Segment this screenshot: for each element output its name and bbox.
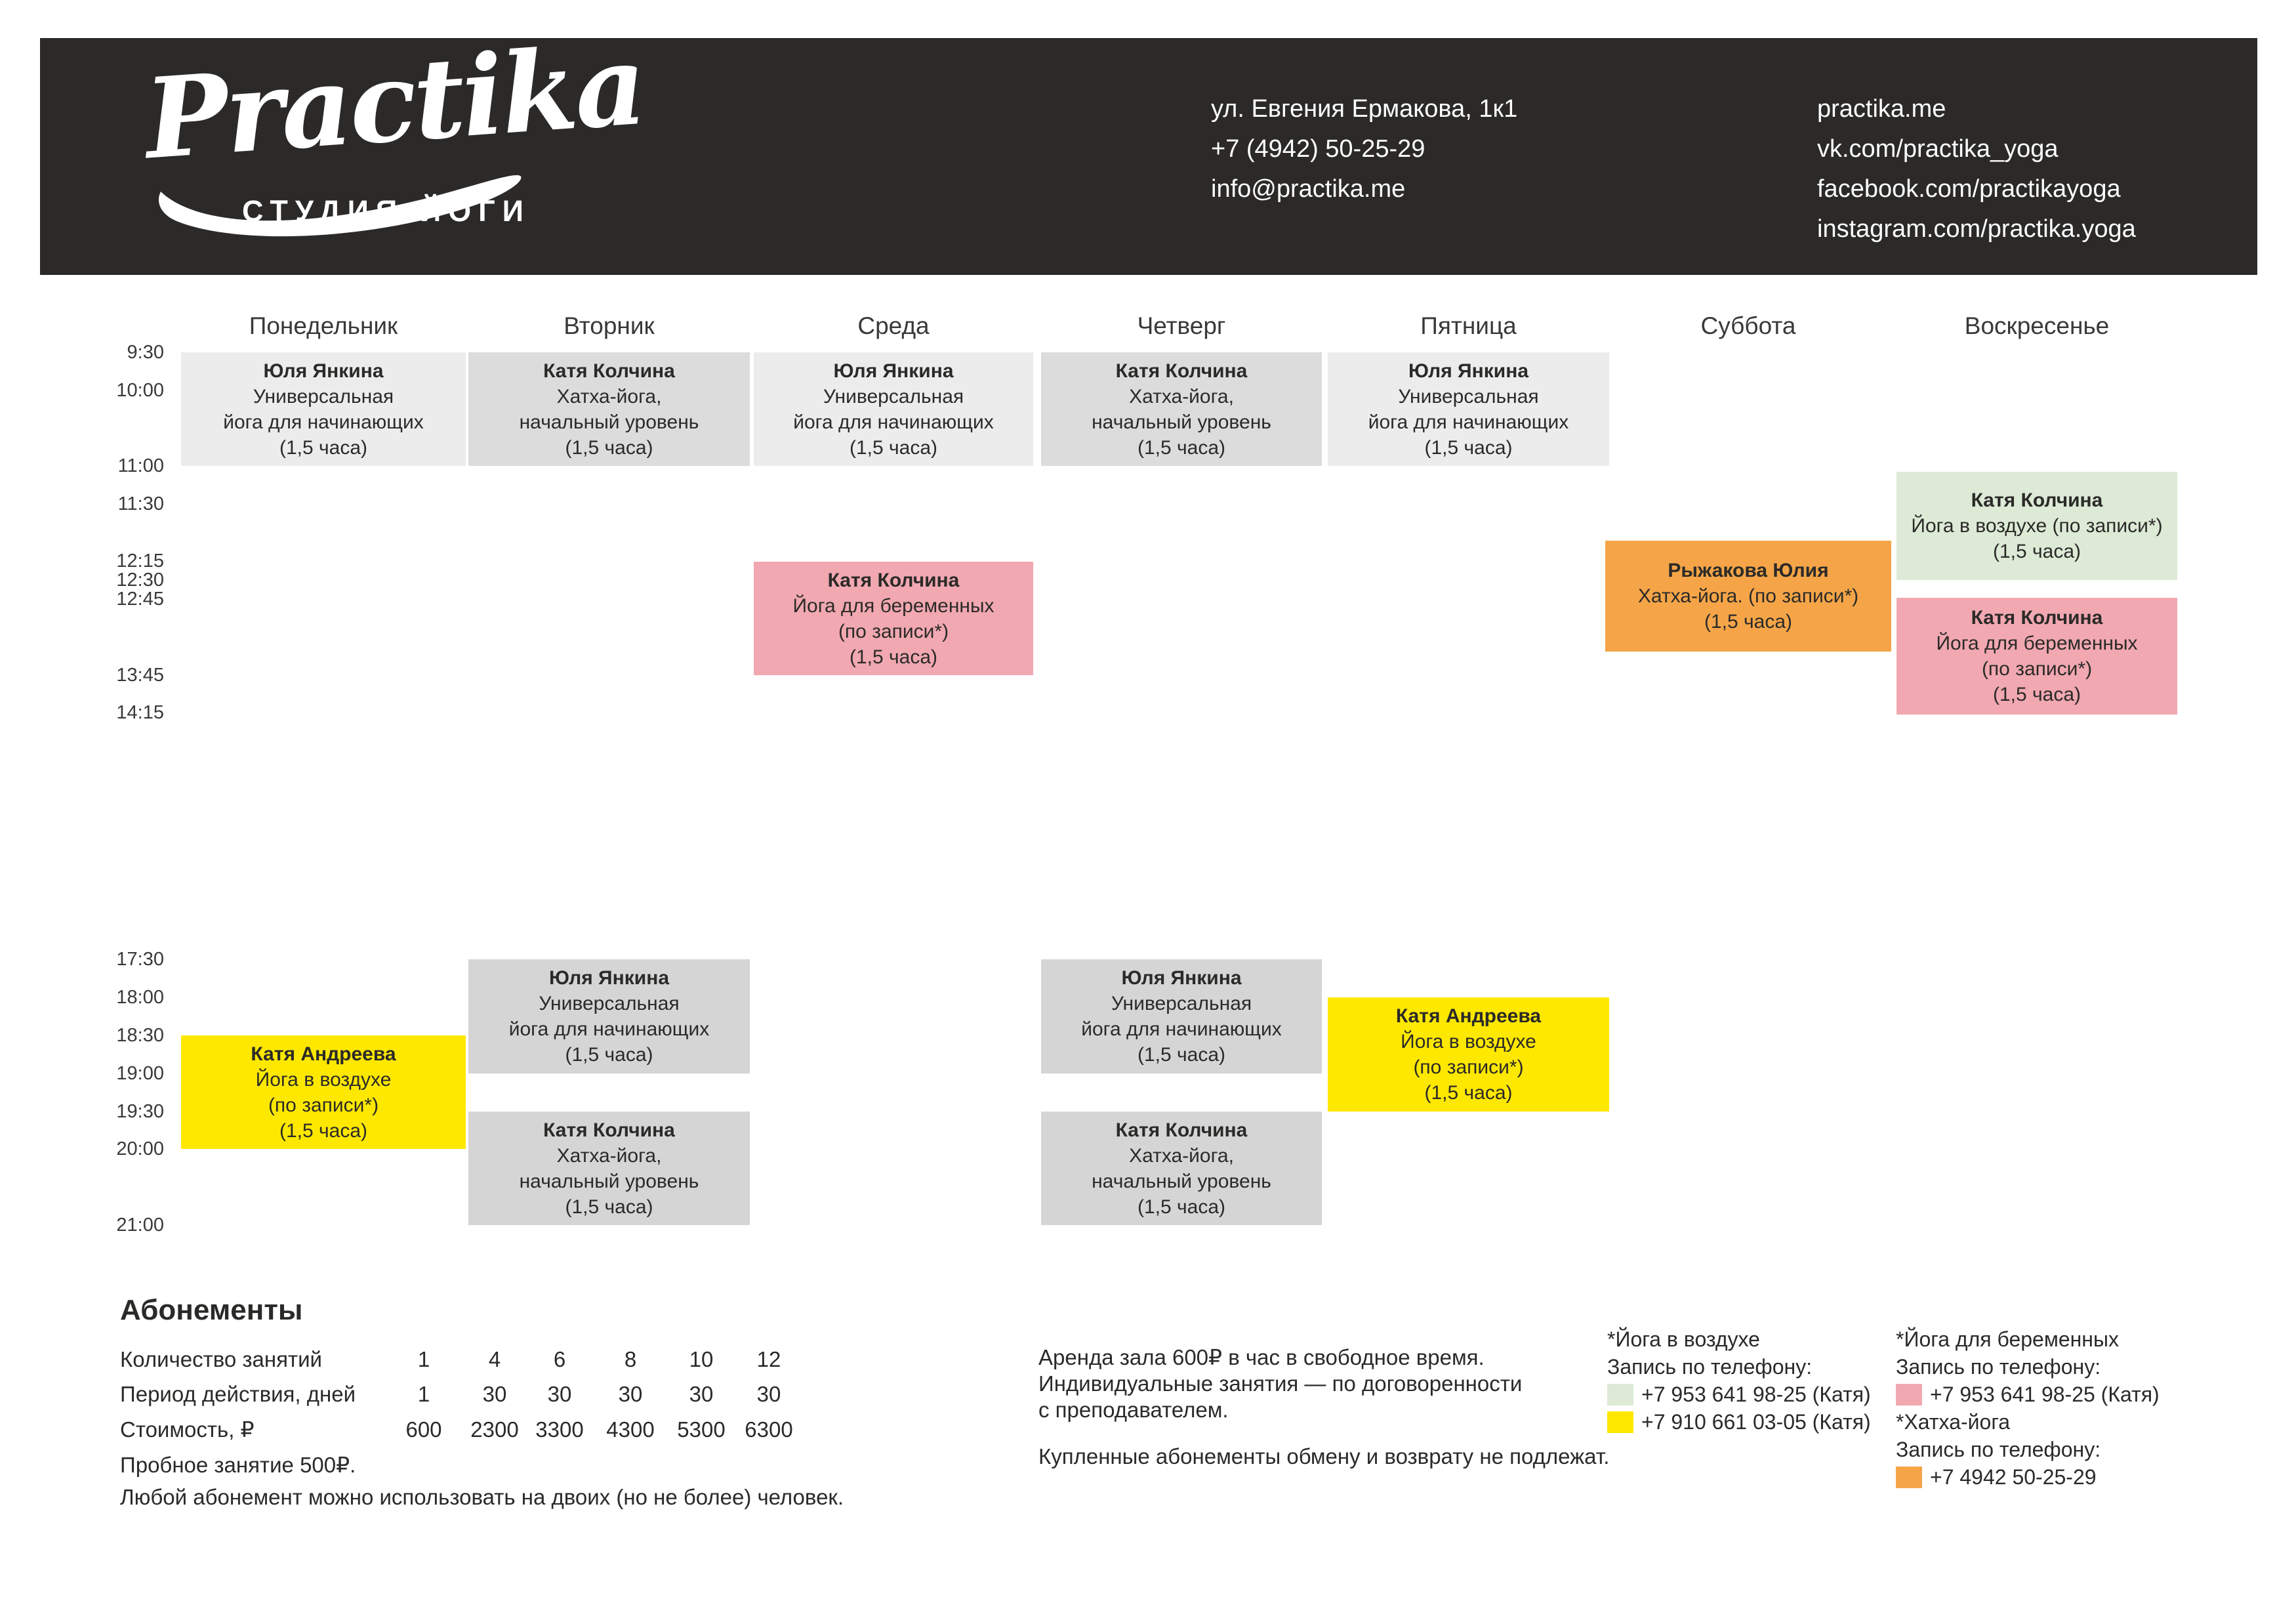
- price-value: 30: [756, 1382, 781, 1406]
- day-header: Среда: [857, 312, 930, 339]
- time-label: 13:45: [116, 665, 164, 686]
- day-header: Суббота: [1700, 312, 1796, 339]
- class-line: Йога в воздухе: [255, 1068, 392, 1091]
- class-block: [1896, 598, 2177, 715]
- class-line: (1,5 часа): [1137, 436, 1226, 459]
- class-line: (1,5 часа): [279, 1119, 368, 1142]
- class-block: [754, 562, 1033, 675]
- header-link[interactable]: facebook.com/practikayoga: [1817, 175, 2121, 203]
- class-teacher: Катя Колчина: [543, 1119, 675, 1141]
- price-value: 600: [405, 1417, 442, 1442]
- class-line: Йога в воздухе (по записи*): [1911, 515, 2163, 537]
- header-link[interactable]: instagram.com/practika.yoga: [1817, 215, 2136, 243]
- pricing-title: Абонементы: [120, 1294, 303, 1326]
- info-line: с преподавателем.: [1038, 1398, 1229, 1422]
- class-line: (1,5 часа): [1137, 1196, 1226, 1218]
- links-block: [1817, 89, 2136, 249]
- logo-title: Practika: [140, 19, 648, 184]
- time-label: 18:00: [116, 987, 164, 1008]
- class-teacher: Катя Колчина: [543, 360, 675, 382]
- class-block: [181, 352, 466, 466]
- class-block: [1041, 1112, 1322, 1225]
- price-value: 1: [417, 1382, 430, 1406]
- legend-entry: [1896, 1381, 2160, 1408]
- time-label: 14:15: [116, 702, 164, 723]
- class-teacher: Катя Колчина: [1971, 607, 2103, 629]
- price-value: 6: [553, 1347, 566, 1371]
- class-line: Универсальная: [253, 385, 394, 407]
- price-value: 30: [618, 1382, 643, 1406]
- legend-title: *Хатха-йога: [1896, 1410, 2011, 1434]
- day-header: Вторник: [564, 312, 655, 339]
- time-label: 11:30: [117, 493, 164, 514]
- class-teacher: Катя Андреева: [251, 1043, 396, 1065]
- class-line: Хатха-йога,: [1129, 1144, 1234, 1167]
- price-value: 6300: [745, 1417, 793, 1442]
- legend-swatch-green: [1607, 1384, 1633, 1405]
- class-block: [1896, 472, 2177, 580]
- class-line: Хатха-йога. (по записи*): [1637, 585, 1859, 607]
- price-row-label: Стоимость, ₽: [120, 1417, 255, 1442]
- class-block: [468, 959, 750, 1073]
- class-line: (1,5 часа): [849, 646, 938, 668]
- class-teacher: Катя Колчина: [1115, 1119, 1248, 1141]
- legend-entry: [1896, 1463, 2160, 1491]
- class-line: Йога для беременных: [792, 594, 994, 617]
- legend-subtitle: Запись по телефону:: [1896, 1438, 2101, 1461]
- price-value: 5300: [677, 1417, 726, 1442]
- legend-entry: [1607, 1381, 1871, 1408]
- class-line: Йога для беременных: [1936, 633, 2138, 654]
- refund-note: Купленные абонементы обмену и возврату не подлежат.: [1038, 1444, 1610, 1468]
- time-label: 12:45: [116, 589, 164, 610]
- legend-phone: +7 4942 50-25-29: [1930, 1465, 2097, 1489]
- trial-note: Пробное занятие 500₽.: [120, 1453, 356, 1477]
- class-line: начальный уровень: [519, 411, 699, 433]
- logo: [106, 19, 648, 275]
- day-header: Понедельник: [249, 312, 398, 339]
- class-teacher: Рыжакова Юлия: [1668, 560, 1829, 581]
- price-value: 3300: [535, 1417, 584, 1442]
- class-line: Хатха-йога,: [556, 385, 662, 407]
- header-link[interactable]: vk.com/practika_yoga: [1817, 135, 2059, 163]
- class-line: (1,5 часа): [849, 436, 938, 459]
- contact-block: [1211, 89, 1517, 209]
- legend-swatch-yellow: [1607, 1411, 1633, 1433]
- time-label: 21:00: [116, 1215, 164, 1236]
- time-label: 19:00: [116, 1063, 164, 1084]
- price-value: 1: [417, 1347, 430, 1371]
- class-line: начальный уровень: [519, 1170, 699, 1192]
- class-line: йога для начинающих: [793, 411, 994, 433]
- header-link[interactable]: practika.me: [1817, 95, 1946, 123]
- class-line: Универсальная: [1111, 993, 1252, 1014]
- class-line: (по записи*): [1413, 1056, 1524, 1078]
- class-teacher: Юля Янкина: [1121, 967, 1242, 989]
- info-line: Индивидуальные занятия — по договоренности: [1038, 1371, 1523, 1396]
- class-line: (по записи*): [838, 620, 949, 642]
- class-block: [468, 1112, 750, 1225]
- class-teacher: Катя Андреева: [1395, 1005, 1542, 1027]
- legend-group: [1896, 1408, 2160, 1491]
- time-label: 19:30: [116, 1101, 164, 1122]
- time-label: 10:00: [116, 380, 164, 401]
- class-line: (1,5 часа): [1704, 611, 1793, 633]
- legend-title: *Йога для беременных: [1896, 1327, 2119, 1351]
- class-block: [181, 1035, 466, 1149]
- time-label: 18:30: [116, 1025, 164, 1046]
- class-block: [1328, 352, 1609, 466]
- legend-group: [1607, 1325, 1871, 1436]
- price-row-label: Количество занятий: [120, 1347, 322, 1371]
- class-line: йога для начинающих: [508, 1018, 710, 1040]
- class-line: (1,5 часа): [565, 1044, 653, 1066]
- price-value: 30: [547, 1382, 572, 1406]
- class-line: Универсальная: [1398, 385, 1539, 407]
- time-label: 12:15: [116, 551, 164, 572]
- day-header: Воскресенье: [1964, 312, 2110, 339]
- class-block: [1328, 997, 1609, 1112]
- price-value: 12: [756, 1347, 781, 1371]
- class-block: [1605, 541, 1891, 652]
- legend-swatch-pink: [1896, 1384, 1922, 1405]
- legend-swatch-orange: [1896, 1467, 1922, 1488]
- class-line: Хатха-йога,: [1129, 385, 1234, 407]
- contact-email[interactable]: info@practika.me: [1211, 175, 1406, 203]
- price-row-label: Период действия, дней: [120, 1382, 356, 1406]
- legend-group: [1896, 1325, 2160, 1408]
- price-value: 30: [689, 1382, 714, 1406]
- class-line: Универсальная: [539, 993, 680, 1014]
- class-block: [1041, 352, 1322, 466]
- class-line: Хатха-йога,: [556, 1144, 662, 1167]
- legend-column-pregnant-hatha: [1896, 1325, 2160, 1491]
- legend-phone: +7 953 641 98-25 (Катя): [1641, 1383, 1871, 1406]
- time-label: 11:00: [117, 455, 164, 476]
- class-teacher: Юля Янкина: [1408, 360, 1529, 382]
- price-value: 8: [624, 1347, 637, 1371]
- legend-phone: +7 910 661 03-05 (Катя): [1641, 1410, 1871, 1434]
- legend-phone: +7 953 641 98-25 (Катя): [1930, 1383, 2160, 1406]
- class-line: (1,5 часа): [1424, 436, 1513, 459]
- class-line: (по записи*): [268, 1094, 379, 1116]
- legend-entry: [1607, 1408, 1871, 1436]
- contact-address: ул. Евгения Ермакова, 1к1: [1211, 95, 1518, 123]
- class-line: йога для начинающих: [1081, 1018, 1282, 1040]
- class-teacher: Юля Янкина: [263, 360, 384, 382]
- price-value: 10: [689, 1347, 714, 1371]
- price-value: 2300: [470, 1417, 519, 1442]
- day-header: Четверг: [1137, 312, 1226, 339]
- class-line: йога для начинающих: [223, 411, 424, 433]
- price-value: 4300: [606, 1417, 655, 1442]
- class-line: (1,5 часа): [1137, 1044, 1226, 1066]
- price-value: 4: [488, 1347, 501, 1371]
- time-label: 20:00: [116, 1138, 164, 1159]
- class-teacher: Юля Янкина: [833, 360, 954, 382]
- day-header: Пятница: [1420, 312, 1517, 339]
- legend-column-air-yoga: [1607, 1325, 1871, 1436]
- class-line: Йога в воздухе: [1401, 1031, 1536, 1052]
- info-line: Аренда зала 600₽ в час в свободное время.: [1038, 1345, 1485, 1369]
- class-teacher: Катя Колчина: [1115, 360, 1248, 382]
- time-label: 12:30: [116, 570, 164, 591]
- class-line: (1,5 часа): [565, 436, 653, 459]
- class-teacher: Катя Колчина: [1971, 489, 2103, 511]
- contact-phone: +7 (4942) 50-25-29: [1211, 135, 1425, 163]
- class-teacher: Юля Янкина: [548, 967, 670, 989]
- class-block: [1041, 959, 1322, 1073]
- rental-info: [1038, 1344, 1522, 1423]
- time-label: 17:30: [116, 949, 164, 970]
- class-line: (1,5 часа): [1424, 1082, 1513, 1104]
- logo-subtitle: СТУДИЯ ЙОГИ: [242, 194, 531, 228]
- class-line: Универсальная: [823, 385, 964, 407]
- legend-subtitle: Запись по телефону:: [1896, 1355, 2101, 1379]
- legend-title: *Йога в воздухе: [1607, 1327, 1760, 1351]
- class-line: (1,5 часа): [1992, 684, 2081, 705]
- class-line: (1,5 часа): [565, 1196, 653, 1218]
- class-teacher: Катя Колчина: [827, 569, 960, 591]
- class-line: начальный уровень: [1092, 411, 1271, 433]
- usage-note: Любой абонемент можно использовать на двоих (но не более) человек.: [120, 1485, 844, 1509]
- header-bar: [40, 19, 2257, 275]
- class-line: (1,5 часа): [279, 436, 368, 459]
- price-value: 30: [482, 1382, 507, 1406]
- legend-subtitle: Запись по телефону:: [1607, 1355, 1813, 1379]
- class-line: йога для начинающих: [1368, 411, 1569, 433]
- class-line: начальный уровень: [1092, 1170, 1271, 1192]
- class-block: [468, 352, 750, 466]
- class-line: (1,5 часа): [1992, 541, 2081, 562]
- class-block: [754, 352, 1033, 466]
- class-line: (по записи*): [1981, 658, 2093, 680]
- time-label: 9:30: [127, 342, 164, 363]
